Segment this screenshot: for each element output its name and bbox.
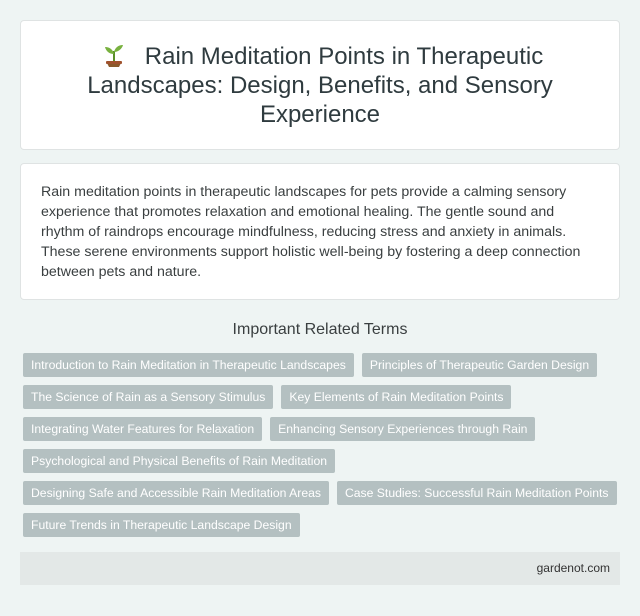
related-term-tag[interactable]: Principles of Therapeutic Garden Design [362, 353, 597, 377]
related-terms-heading: Important Related Terms [232, 321, 408, 338]
title-card [20, 20, 620, 150]
sprout-icon [97, 43, 131, 67]
tag-row [23, 417, 623, 441]
related-term-tag[interactable]: Designing Safe and Accessible Rain Meditation Areas [23, 481, 329, 505]
related-term-tag[interactable]: Psychological and Physical Benefits of Rain Meditation [23, 449, 335, 473]
related-term-tag[interactable]: Enhancing Sensory Experiences through Rain [270, 417, 535, 441]
page-title-text: Rain Meditation Points in Therapeutic Landscapes: Design, Benefits, and Sensory Experience [87, 42, 553, 128]
related-term-tag[interactable]: Introduction to Rain Meditation in Therapeutic Landscapes [23, 353, 354, 377]
related-term-tag[interactable]: Case Studies: Successful Rain Meditation Points [337, 481, 617, 505]
page-title [21, 42, 619, 129]
related-term-tag[interactable]: Integrating Water Features for Relaxation [23, 417, 262, 441]
intro-paragraph: Rain meditation points in therapeutic landscapes for pets provide a calming sensory experience that promotes relaxation and emotional healing. The gentle sound and rhythm of raindrops encourage mindfulness, reducing stress and anxiety in animals. These serene environments support holistic well-being by fostering a deep connection between pets and nature. [41, 184, 581, 280]
related-terms-list [23, 353, 623, 545]
related-term-tag[interactable]: Key Elements of Rain Meditation Points [281, 385, 511, 409]
tag-row [23, 385, 623, 409]
footer-site-link[interactable]: gardenot.com [536, 561, 610, 575]
related-term-tag[interactable]: The Science of Rain as a Sensory Stimulus [23, 385, 273, 409]
related-term-tag[interactable]: Future Trends in Therapeutic Landscape Design [23, 513, 300, 537]
tag-row [23, 481, 623, 505]
intro-card [20, 163, 620, 300]
tag-row [23, 513, 623, 537]
footer [20, 552, 620, 585]
tag-row [23, 353, 623, 377]
tag-row [23, 449, 623, 473]
